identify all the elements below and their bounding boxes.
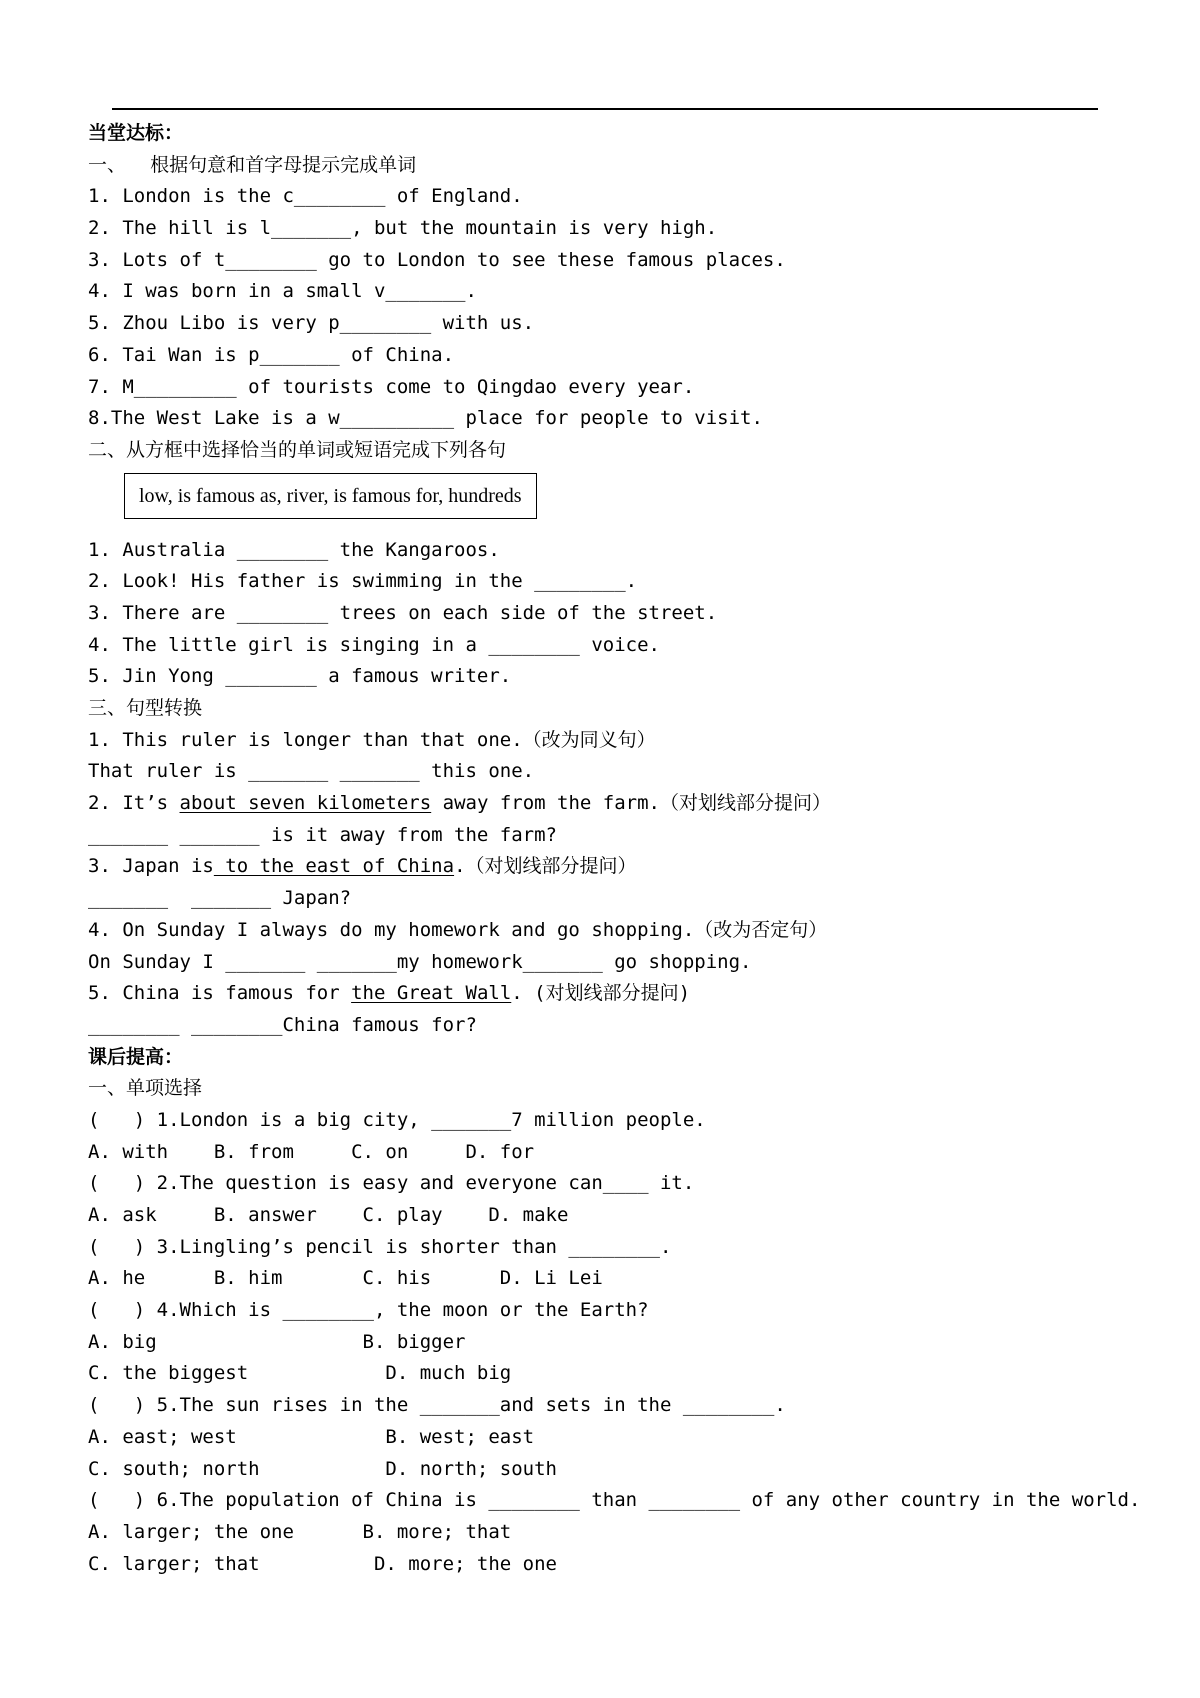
part2-item: 5. Jin Yong ________ a famous writer. (88, 665, 512, 688)
after-class-heading: 课后提高： (88, 1045, 184, 1068)
part3-answer-4: On Sunday I _______ _______my homework_______ go shopping. (88, 950, 752, 973)
part3-answer-3: _______ _______ Japan? (88, 887, 352, 910)
part3-title: 三、句型转换 (88, 697, 203, 719)
mc-options: C. south; north D. north; south (88, 1457, 557, 1480)
mc-options: A. larger; the one B. more; that (88, 1520, 512, 1543)
part1-item: 8.The West Lake is a w__________ place for people to visit. (88, 407, 763, 430)
word-box-container (88, 467, 1168, 535)
part2-item: 1. Australia ________ the Kangaroos. (88, 538, 500, 561)
part3-answer-5: ________ ________China famous for? (88, 1013, 477, 1036)
q3-underlined: to the east of China (213, 855, 455, 878)
mc-question: ( ) 3.Lingling’s pencil is shorter than ________. (88, 1235, 672, 1258)
q5-prefix: 5. China is famous for (88, 982, 352, 1005)
mc-options: A. ask B. answer C. play D. make (88, 1204, 569, 1226)
word-box: low, is famous as, river, is famous for, hundreds (124, 473, 537, 519)
mc-question: ( ) 6.The population of China is ________ than ________ of any other country in the world. (88, 1489, 1141, 1512)
part1-title: 一、 根据句意和首字母提示完成单词 (88, 153, 417, 176)
part3-answer-1: That ruler is _______ _______ this one. (88, 760, 535, 783)
part1-item: 2. The hill is l_______, but the mountain is very high. (88, 217, 718, 240)
part4-title: 一、单项选择 (88, 1077, 203, 1100)
q2-suffix: away from the farm.（对划线部分提问） (431, 792, 831, 815)
practice-heading: 当堂达标： (88, 122, 184, 144)
mc-options: A. east; west B. west; east (88, 1425, 535, 1448)
part1-item: 3. Lots of t________ go to London to see these famous places. (88, 248, 786, 271)
part1-item: 7. M_________ of tourists come to Qingdao every year. (88, 375, 695, 398)
part3-question-1: 1. This ruler is longer than that one.（改为同义句） (88, 728, 656, 751)
part1-item: 5. Zhou Libo is very p________ with us. (88, 312, 535, 335)
mc-question: ( ) 2.The question is easy and everyone can____ it. (88, 1172, 695, 1195)
mc-options: C. larger; that D. more; the one (88, 1552, 557, 1575)
q5-suffix: . (对划线部分提问) (511, 982, 691, 1005)
part1-item: 6. Tai Wan is p_______ of China. (88, 343, 455, 366)
part3-question-3 (88, 851, 1168, 883)
mc-options: A. he B. him C. his D. Li Lei (88, 1267, 603, 1290)
q3-suffix: .（对划线部分提问） (454, 855, 637, 878)
q3-prefix: 3. Japan is (88, 855, 214, 878)
part1-item: 1. London is the c________ of England. (88, 185, 523, 208)
part3-question-2 (88, 788, 1168, 820)
part2-item: 2. Look! His father is swimming in the ________. (88, 570, 638, 593)
part3-question-5 (88, 978, 1168, 1010)
mc-question: ( ) 4.Which is ________, the moon or the Earth? (88, 1299, 649, 1322)
part2-item: 3. There are ________ trees on each side of the street. (88, 601, 718, 624)
q2-prefix: 2. It’s (88, 792, 180, 815)
mc-options: A. big B. bigger (88, 1330, 466, 1353)
header-rule (112, 108, 1098, 110)
q5-underlined: the Great Wall (351, 982, 512, 1005)
part2-item: 4. The little girl is singing in a ________ voice. (88, 633, 660, 656)
part3-answer-2: _______ _______ is it away from the farm? (88, 823, 557, 846)
mc-options: A. with B. from C. on D. for (88, 1140, 535, 1163)
part3-question-4: 4. On Sunday I always do my homework and go shopping.（改为否定句） (88, 918, 828, 941)
mc-question: ( ) 1.London is a big city, _______7 million people. (88, 1108, 706, 1131)
part1-item: 4. I was born in a small v_______. (88, 280, 477, 303)
part2-title: 二、从方框中选择恰当的单词或短语完成下列各句 (88, 438, 507, 461)
q2-underlined: about seven kilometers (179, 792, 432, 815)
mc-options: C. the biggest D. much big (88, 1362, 512, 1385)
worksheet-content (88, 118, 1168, 1580)
mc-question: ( ) 5.The sun rises in the _______and sets in the ________. (88, 1394, 786, 1417)
